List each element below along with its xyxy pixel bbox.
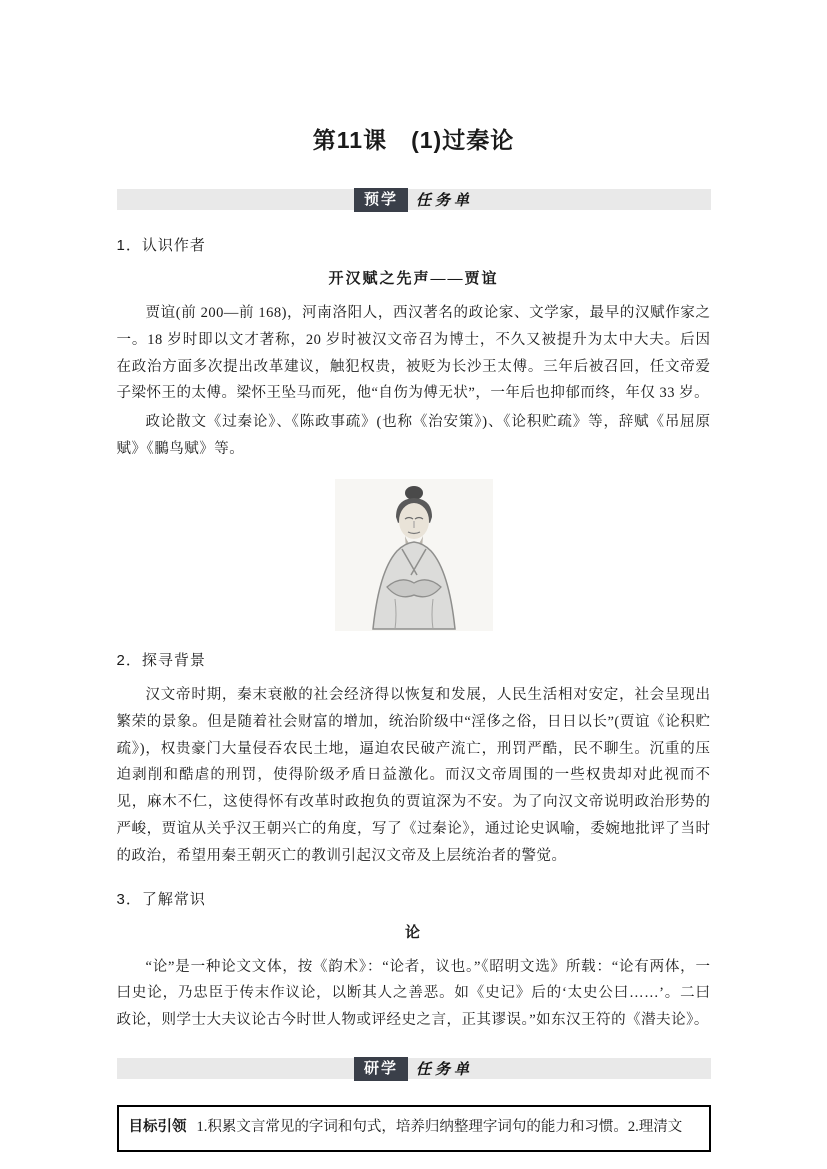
author-subtitle: 开汉赋之先声——贾谊 xyxy=(328,271,499,287)
page-title: 第11课 (1)过秦论 xyxy=(312,127,515,153)
author-paragraph-2: 政论散文《过秦论》、《陈政事疏》(也称《治安策》)、《论积贮疏》等，辞赋《吊屈原赋》《鵩鸟赋》等。 xyxy=(116,414,711,458)
background-paragraph: 汉文帝时期，秦末衰敝的社会经济得以恢复和发展，人民生活相对安定，社会呈现出繁荣的景象。但是随着社会财富的增加，统治阶级中“淫侈之俗，日日以长”(贾谊《论积贮疏》)，权贵豪门大量侵吞农民土地，逼迫农民破产流亡，刑罚严酷，民不聊生。沉重的压迫剥削和酷虐的刑罚，使得阶级矛盾日益激化。而汉文帝周围的一些权贵却对此视而不见，麻木不仁，这使得怀有改革时政抱负的贾谊深为不安。为了向汉文帝说明政治形势的严峻，贾谊从关乎汉王朝兴亡的角度，写了《过秦论》，通过论史讽喻，委婉地批评了当时的政治，希望用秦王朝灭亡的教训引起汉文帝及上层统治者的警觉。 xyxy=(116,686,711,864)
research-banner-script: 任务单 xyxy=(416,1062,474,1078)
research-banner-tag: 研学 xyxy=(354,1057,408,1081)
section-heading-knowledge: 3．了解常识 xyxy=(116,890,206,908)
portrait-container xyxy=(117,479,711,631)
knowledge-paragraph: “论”是一种论文文体，按《韵术》：“论者，议也。”《昭明文选》所载：“论有两体，一曰史论，乃忠臣于传末作议论，以断其人之善恶。如《史记》后的‘太史公曰……’。二曰政论，则学士大夫议论古今时世人物或评经史之言，正其谬误。”如东汉王符的《潜夫论》。 xyxy=(116,958,711,1029)
goal-box-text: 1.积累文言常见的字词和句式，培养归纳整理字词句的能力和习惯。2.理清文 xyxy=(196,1119,683,1135)
preview-banner-script: 任务单 xyxy=(416,193,474,209)
goal-box-label: 目标引领 xyxy=(128,1119,187,1135)
section-heading-background: 2．探寻背景 xyxy=(116,651,206,669)
knowledge-subtitle: 论 xyxy=(404,924,422,941)
preview-banner xyxy=(117,189,711,210)
page-content xyxy=(117,0,711,1152)
jiayi-portrait-image xyxy=(335,479,493,631)
author-paragraph-1: 贾谊(前 200—前 168)，河南洛阳人，西汉著名的政论家、文学家，最早的汉赋作家之一。18 岁时即以文才著称，20 岁时被汉文帝召为博士，不久又被提升为太中大夫。后因在政治方面多次提出改革建议，触犯权贵，被贬为长沙王太傅。三年后被召回，任文帝爱子梁怀王的太傅。梁怀王坠马而死，他“自伤为傅无状”，一年后也抑郁而终，年仅 33 岁。 xyxy=(116,305,711,402)
research-banner xyxy=(117,1058,711,1079)
section-heading-author: 1．认识作者 xyxy=(116,237,206,254)
preview-banner-tag: 预学 xyxy=(354,188,408,212)
goal-box xyxy=(117,1105,711,1152)
